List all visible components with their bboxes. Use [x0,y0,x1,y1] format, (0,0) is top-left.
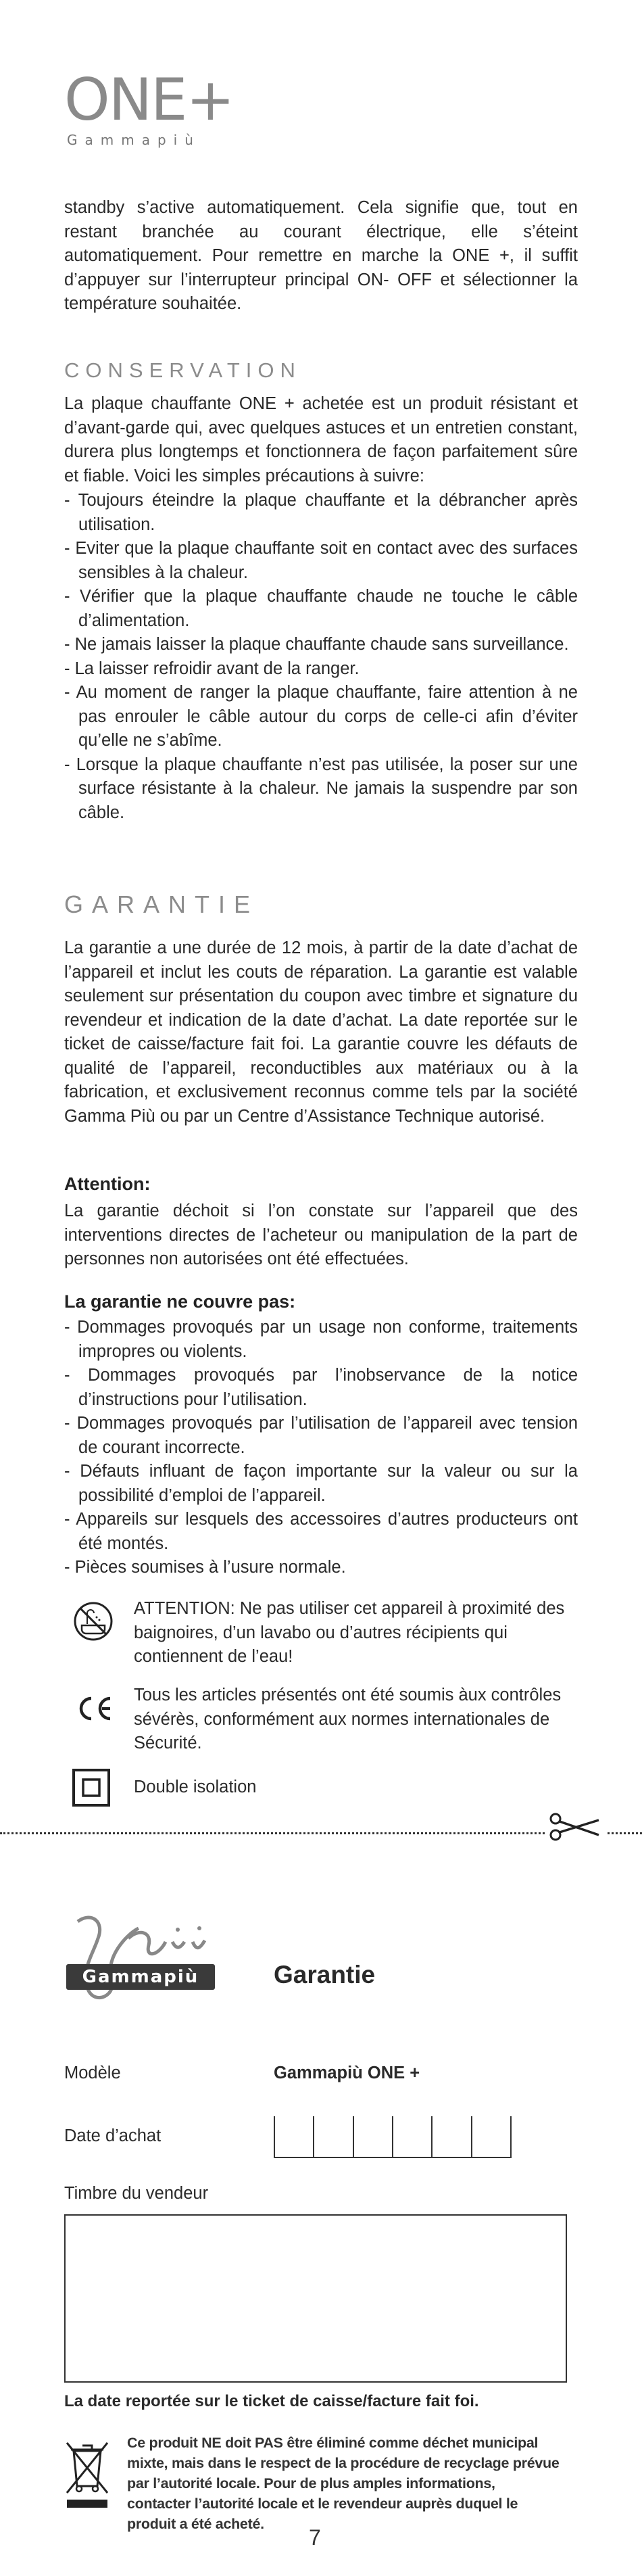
date-digit-box[interactable] [471,2116,512,2157]
disposal-notice-text: Ce produit NE doit PAS être éliminé comme déchet municipal mixte, mais dans le respect de la procédure de recyclage prévue par l’autorité locale. Pour de plus amples informations, contacter l’autorité locale et le revendeur auprès duquel le produit a été acheté. [127,2435,560,2532]
logo-wordmark: ONE+ [64,66,234,134]
page-number: 7 [309,2525,321,2550]
date-digit-box[interactable] [274,2116,313,2157]
double-insulation-notice [71,1769,585,1803]
section-title-conservation: CONSERVATION [64,358,301,382]
date-digit-box[interactable] [313,2116,352,2157]
ce-notice [71,1684,585,1758]
seller-stamp-field[interactable] [64,2214,567,2383]
bath-warning-text: ATTENTION: Ne pas utiliser cet appareil à proximité des baignoires, d’un lavabo ou d’autres récipients qui contiennent de l’eau! [134,1599,565,1666]
purchase-date-label: Date d’achat [64,2126,162,2145]
conservation-paragraph: La plaque chauffante ONE + achetée est un produit résistant et d’avant-garde qui, avec quelques astuces et un entretien constant, durera plus longtemps et fonctionnera de façon parfaitement sûre et fiable. Voici les simples précautions à suivre: [64,394,578,485]
date-digit-box[interactable] [392,2116,431,2157]
list-item: - Au moment de ranger la plaque chauffante, faire attention à ne pas enrouler le câble autour du corps de celle-ci afin d’éviter qu’elle ne s’abîme. [64,683,578,750]
scissors-icon [545,1805,606,1846]
double-insulation-icon [71,1769,112,1810]
gammapiu-script-logo [64,1908,220,2009]
list-item: - Appareils sur lesquels des accessoires d’autres producteurs ont été montés. [64,1510,578,1553]
double-insulation-text: Double isolation [134,1778,257,1796]
list-item: - Lorsque la plaque chauffante n’est pas utilisée, la poser sur une surface résistante à la chaleur. Ne jamais la suspendre par son câble. [64,755,578,822]
conservation-list [64,489,578,825]
exclusions-heading: La garantie ne couvre pas: [64,1291,296,1312]
date-digit-box[interactable] [431,2116,470,2157]
no-bath-icon [71,1597,116,1645]
logo-subtitle: Gammapiù [67,132,201,148]
list-item: - Toujours éteindre la plaque chauffante et la débrancher après utilisation. [64,491,578,534]
seller-stamp-label: Timbre du vendeur [64,2184,209,2203]
section-title-garantie: GARANTIE [64,890,260,918]
list-item: - Dommages provoqués par l’inobservance de la notice d’instructions pour l’utilisation. [64,1366,578,1409]
model-value: Gammapiù ONE + [274,2064,420,2082]
card-title: Garantie [274,1961,376,1988]
list-item: - Dommages provoqués par l’utilisation de l’appareil avec tension de courant incorrecte. [64,1414,578,1457]
list-item: - Défauts influant de façon importante sur la valeur ou sur la possibilité d’emploi de l’appareil. [64,1462,578,1505]
list-item: - Vérifier que la plaque chauffante chaude ne touche le câble d’alimentation. [64,587,578,630]
attention-heading: Attention: [64,1174,151,1194]
receipt-note: La date reportée sur le ticket de caisse/facture fait foi. [64,2392,479,2410]
list-item: - La laisser refroidir avant de la ranger. [64,659,360,678]
list-item: - Dommages provoqués par un usage non conforme, traitements impropres ou violents. [64,1318,578,1361]
date-digit-box[interactable] [353,2116,392,2157]
intro-paragraph: standby s’active automatiquement. Cela signifie que, tout en restant branchée au courant électrique, elle s’éteint automatiquement. Pour remettre en marche la ONE +, il suffit d’appuyer sur l’interrupteur principal ON- OFF et sélectionner la température souhaitée. [64,198,578,313]
list-item: - Eviter que la plaque chauffante soit en contact avec des surfaces sensibles à la chaleur. [64,539,578,582]
ce-text: Tous les articles présentés ont été soumis àux contrôles sévérès, conformément aux normes internationales de Sécurité. [134,1686,562,1752]
ce-mark-icon [71,1684,116,1734]
exclusions-list [64,1316,578,1580]
brand-logo [64,66,267,166]
list-item: - Ne jamais laisser la plaque chauffante chaude sans surveillance. [64,635,569,654]
purchase-date-field[interactable] [274,2116,512,2158]
model-label: Modèle [64,2064,121,2082]
bath-warning-notice [71,1597,585,1671]
list-item: - Pièces soumises à l’usure normale. [64,1558,346,1577]
garantie-paragraph: La garantie a une durée de 12 mois, à partir de la date d’achat de l’appareil et inclut les couts de réparation. La garantie est valable seulement sur présentation du coupon avec timbre et signature du revendeur et indication de la date d’achat. La date reportée sur le ticket de caisse/facture fait foi. La garantie couvre les défauts de qualité de l’appareil, reconductibles aux matériaux ou à la fabrication, et exclusivement reconnus comme tels par la société Gamma Più ou par un Centre d’Assistance Technique autorisé. [64,938,578,1126]
crossed-bin-icon [64,2437,112,2512]
brand-badge: Gammapiù [66,1964,215,1990]
attention-paragraph: La garantie déchoit si l’on constate sur l’appareil que des interventions directes de l’acheteur ou manipulation de la part de personnes non autorisées ont été effectuées. [64,1201,578,1268]
